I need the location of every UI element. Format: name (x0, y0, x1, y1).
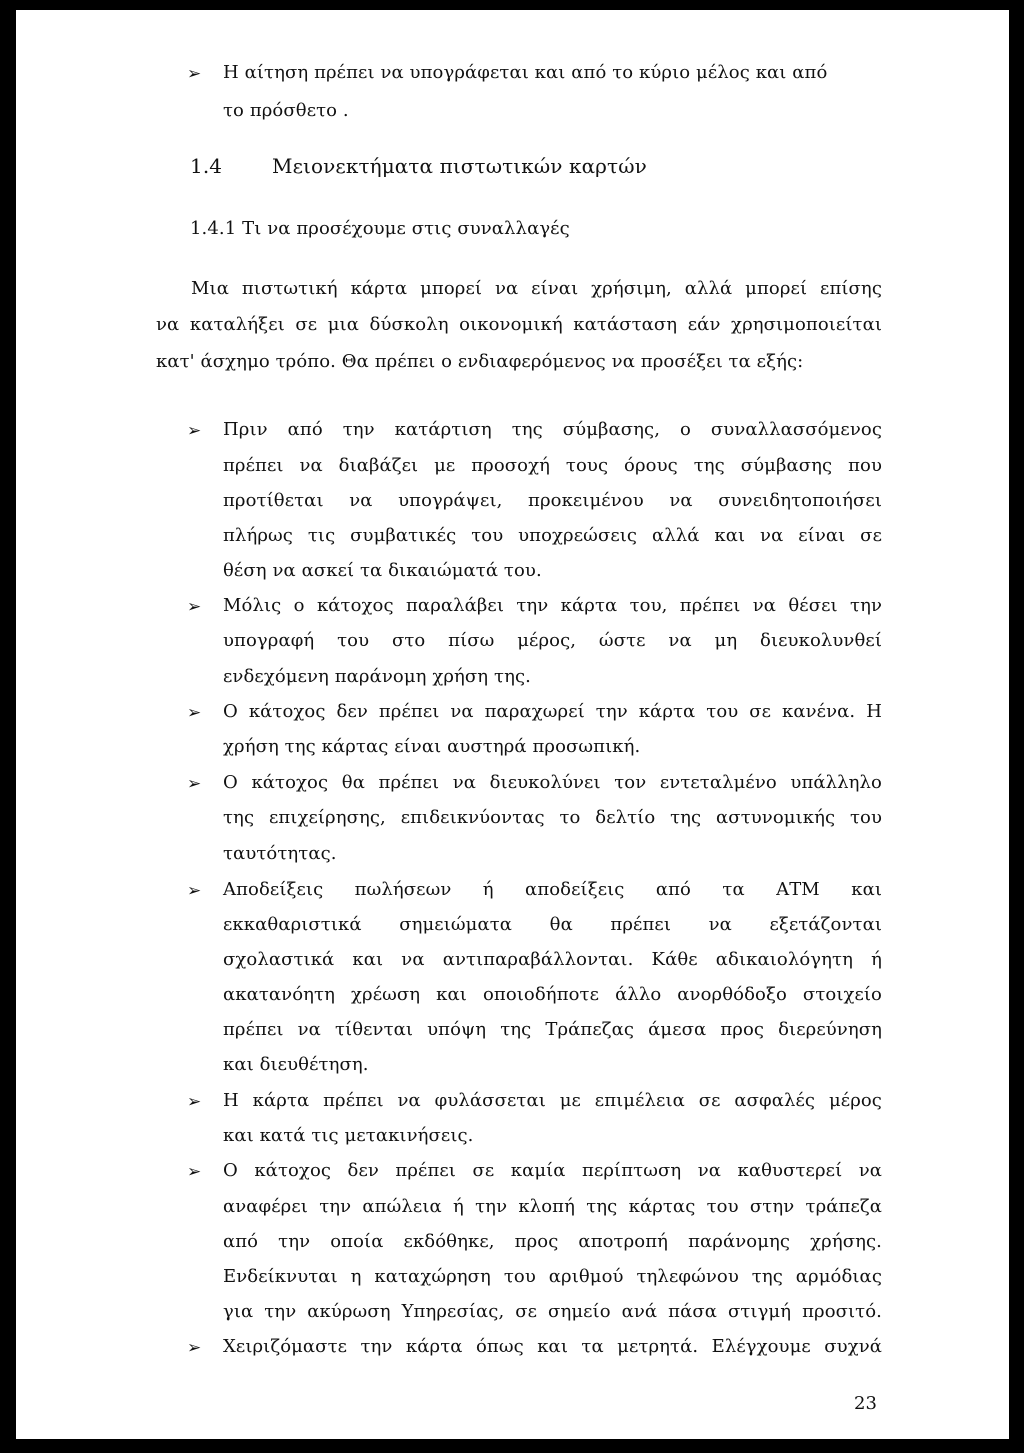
bullet-line: Ο κάτοχος δεν πρέπει σε καμία περίπτωση να καθυστερεί να (223, 1160, 882, 1181)
paragraph-line: να καταλήξει σε μια δύσκολη οικονομική κατάσταση εάν χρησιμοποιείται (156, 314, 882, 335)
bullet-line: υπογραφή του στο πίσω μέρος, ώστε να μη διευκολυνθεί (223, 630, 882, 651)
bullet-marker: ➢ (187, 881, 202, 901)
bullet-line: Η κάρτα πρέπει να φυλάσσεται με επιμέλεια σε ασφαλές μέρος (223, 1090, 882, 1111)
paragraph-line: Μια πιστωτική κάρτα μπορεί να είναι χρήσιμη, αλλά μπορεί επίσης (191, 278, 882, 299)
bullet-line: Μόλις ο κάτοχος παραλάβει την κάρτα του, πρέπει να θέσει την (223, 595, 882, 616)
bullet-marker: ➢ (187, 1162, 202, 1182)
bullet-line: Αποδείξεις πωλήσεων ή αποδείξεις από τα ΑΤΜ και (223, 879, 882, 900)
bullet-line: πρέπει να διαβάζει με προσοχή τους όρους της σύμβασης που (223, 455, 882, 476)
bullet-marker: ➢ (187, 1092, 202, 1112)
bullet-line: ενδεχόμενη παράνομη χρήση της. (223, 666, 531, 687)
paragraph-line: κατ' άσχημο τρόπο. Θα πρέπει ο ενδιαφερόμενος να προσέξει τα εξής: (156, 351, 804, 372)
bullet-line: ταυτότητας. (223, 843, 337, 864)
section-title: Μειονεκτήματα πιστωτικών καρτών (272, 154, 647, 178)
bullet-line: Ο κάτοχος δεν πρέπει να παραχωρεί την κάρτα του σε κανένα. Η (223, 701, 882, 722)
intro-bullet-line: Η αίτηση πρέπει να υπογράφεται και από το κύριο μέλος και από (223, 62, 828, 83)
bullet-marker: ➢ (187, 64, 202, 84)
bullet-line: εκκαθαριστικά σημειώματα θα πρέπει να εξετάζονται (223, 914, 882, 935)
bullet-line: της επιχείρησης, επιδεικνύοντας το δελτίο της αστυνομικής του (223, 807, 882, 828)
bullet-marker: ➢ (187, 774, 202, 794)
page-number: 23 (854, 1393, 877, 1414)
bullet-marker: ➢ (187, 1338, 202, 1358)
bullet-line: από την οποία εκδόθηκε, προς αποτροπή παράνομης χρήσης. (223, 1231, 882, 1252)
bullet-marker: ➢ (187, 597, 202, 617)
bullet-marker: ➢ (187, 703, 202, 723)
bullet-line: και κατά τις μετακινήσεις. (223, 1125, 474, 1146)
bullet-line: Ο κάτοχος θα πρέπει να διευκολύνει τον εντεταλμένο υπάλληλο (223, 772, 882, 793)
bullet-line: για την ακύρωση Υπηρεσίας, σε σημείο ανά πάσα στιγμή προσιτό. (223, 1301, 882, 1322)
bullet-line: χρήση της κάρτας είναι αυστηρά προσωπική. (223, 736, 641, 757)
subsection-title: 1.4.1 Τι να προσέχουμε στις συναλλαγές (190, 218, 570, 239)
bullet-line: και διευθέτηση. (223, 1054, 369, 1075)
bullet-line: προτίθεται να υπογράψει, προκειμένου να συνειδητοποιήσει (223, 490, 882, 511)
bullet-line: ακατανόητη χρέωση και οποιοδήποτε άλλο ανορθόδοξο στοιχείο (223, 984, 882, 1005)
section-number: 1.4 (190, 154, 223, 178)
bullet-line: αναφέρει την απώλεια ή την κλοπή της κάρτας του στην τράπεζα (223, 1196, 882, 1217)
bullet-line: θέση να ασκεί τα δικαιώματά του. (223, 560, 542, 581)
bullet-line: πρέπει να τίθενται υπόψη της Τράπεζας άμεσα προς διερεύνηση (223, 1019, 882, 1040)
intro-bullet-line: το πρόσθετο . (223, 100, 349, 121)
bullet-line: Πριν από την κατάρτιση της σύμβασης, ο συναλλασσόμενος (223, 419, 882, 440)
bullet-marker: ➢ (187, 421, 202, 441)
bullet-line: Χειριζόμαστε την κάρτα όπως και τα μετρητά. Ελέγχουμε συχνά (223, 1336, 882, 1357)
document-page (16, 10, 1009, 1439)
bullet-line: πλήρως τις συμβατικές του υποχρεώσεις αλλά και να είναι σε (223, 525, 882, 546)
bullet-line: Ενδείκνυται η καταχώρηση του αριθμού τηλεφώνου της αρμόδιας (223, 1266, 882, 1287)
bullet-line: σχολαστικά και να αντιπαραβάλλονται. Κάθε αδικαιολόγητη ή (223, 949, 882, 970)
